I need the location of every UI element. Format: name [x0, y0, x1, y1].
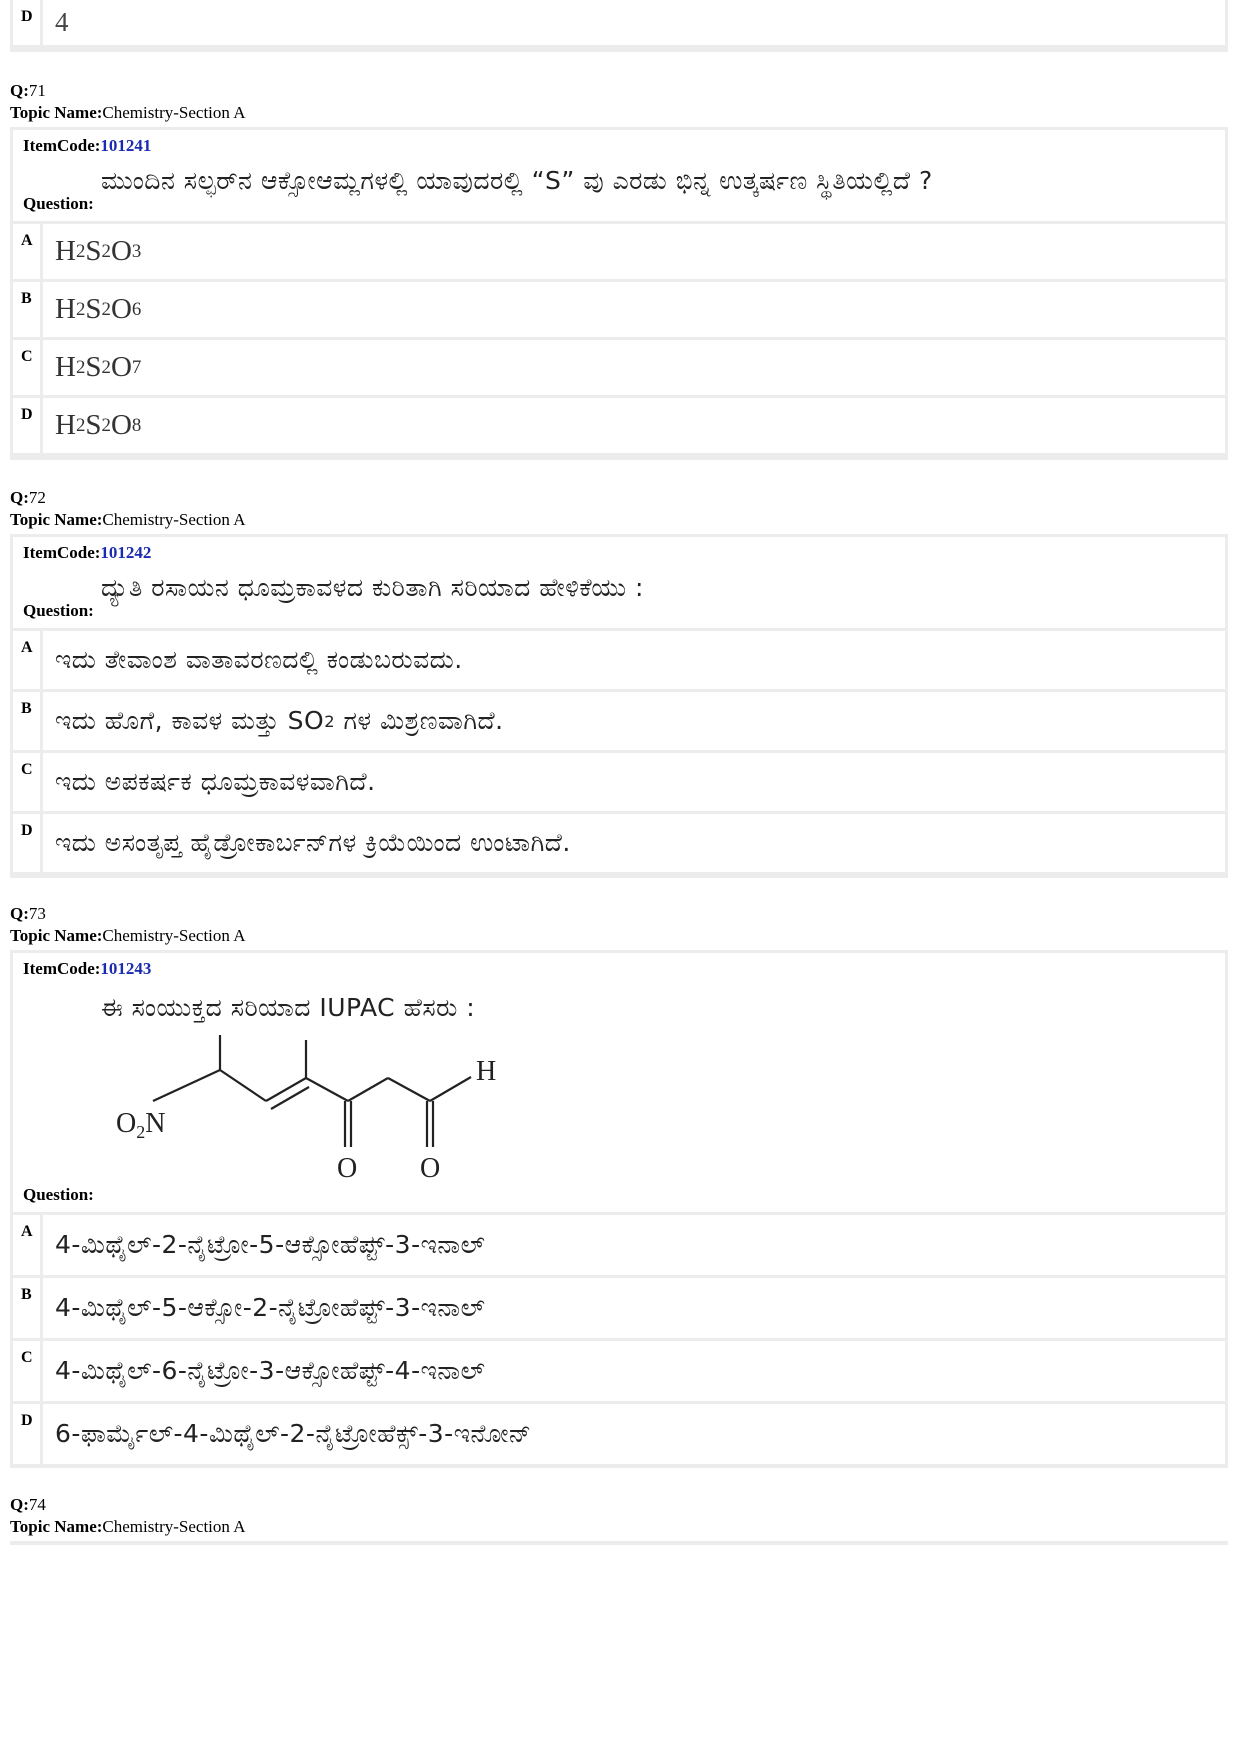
question-header-74 — [10, 1494, 245, 1538]
question-number: 71 — [28, 81, 46, 100]
option-row-d[interactable] — [13, 398, 1225, 453]
option-row[interactable] — [13, 0, 1225, 45]
option-row-d[interactable] — [13, 1404, 1225, 1464]
question-header-71 — [10, 80, 245, 124]
option-row-a[interactable] — [13, 224, 1225, 279]
option-text: ಇದು ಅಪಕರ್ಷಕ ಧೂಮ್ರಕಾವಳವಾಗಿದೆ. — [43, 753, 1225, 811]
itemcode-value: 101241 — [100, 136, 152, 155]
option-label: B — [13, 1278, 40, 1338]
option-row-c[interactable] — [13, 340, 1225, 395]
svg-text:H: H — [476, 1056, 497, 1087]
question-text: ಈ ಸಂಯುಕ್ತದ ಸರಿಯಾದ IUPAC ಹೆಸರು : — [101, 993, 476, 1022]
option-row-b[interactable] — [13, 692, 1225, 750]
question-block-73 — [10, 950, 1228, 1468]
option-text: 4 — [43, 0, 1225, 45]
option-text: ಇದು ಹೊಗೆ, ಕಾವಳ ಮತ್ತು SO 2 ಗಳ ಮಿಶ್ರಣವಾಗಿದೆ. — [43, 692, 1225, 750]
option-label: C — [13, 753, 40, 811]
option-formula: H 2 S 2 O 6 — [43, 282, 1225, 337]
question-number: 73 — [28, 904, 46, 923]
question-number: 74 — [28, 1495, 46, 1514]
question-text: ದ್ಯುತಿ ರಸಾಯನ ಧೂಮ್ರಕಾವಳದ ಕುರಿತಾಗಿ ಸರಿಯಾದ ಹೇಳಿಕೆಯು : — [101, 573, 644, 602]
question-block-71 — [10, 127, 1228, 460]
topic-name: Chemistry-Section A — [102, 510, 246, 529]
q-prefix: Q: — [10, 1495, 29, 1514]
question-label: Question: — [23, 194, 94, 213]
itemcode: ItemCode:101243 — [23, 959, 152, 978]
question-block-72 — [10, 534, 1228, 878]
option-text: ಇದು ತೇವಾಂಶ ವಾತಾವರಣದಲ್ಲಿ ಕಂಡುಬರುವದು. — [43, 631, 1225, 689]
question-stem — [13, 130, 1225, 221]
option-label: D — [13, 0, 40, 45]
itemcode: ItemCode:101242 — [23, 543, 152, 562]
option-formula: H 2 S 2 O 8 — [43, 398, 1225, 453]
option-label: B — [13, 282, 40, 337]
option-label: C — [13, 1341, 40, 1401]
option-text: ಇದು ಅಸಂತೃಪ್ತ ಹೈಡ್ರೋಕಾರ್ಬನ್‌ಗಳ ಕ್ರಿಯೆಯಿಂದ ಉಂಟಾಗಿದೆ. — [43, 814, 1225, 872]
option-text: 4-ಮಿಥೈಲ್-6-ನೈಟ್ರೋ-3-ಆಕ್ಸೋಹೆಪ್ಟ್-4-ಇನಾಲ್ — [43, 1341, 1225, 1401]
option-row-c[interactable] — [13, 1341, 1225, 1401]
option-label: A — [13, 631, 40, 689]
question-number: 72 — [28, 488, 46, 507]
question-text: ಮುಂದಿನ ಸಲ್ಫರ್‌ನ ಆಕ್ಸೋಆಮ್ಲಗಳಲ್ಲಿ ಯಾವುದರಲ್ಲಿ “S” ವು ಎರಡು ಭಿನ್ನ ಉತ್ಕರ್ಷಣ ಸ್ಥಿತಿಯಲ್ಲಿದೆ ? — [101, 166, 933, 195]
option-row-a[interactable] — [13, 631, 1225, 689]
question-header-72 — [10, 487, 245, 531]
option-row-c[interactable] — [13, 753, 1225, 811]
option-text: 4-ಮಿಥೈಲ್-2-ನೈಟ್ರೋ-5-ಆಕ್ಸೋಹೆಪ್ಟ್-3-ಇನಾಲ್ — [43, 1215, 1225, 1275]
svg-text:O: O — [420, 1153, 441, 1184]
topic-name: Chemistry-Section A — [102, 1517, 246, 1536]
topic-prefix: Topic Name: — [10, 510, 103, 529]
option-label: C — [13, 340, 40, 395]
option-label: B — [13, 692, 40, 750]
question-stem — [13, 537, 1225, 628]
question-label: Question: — [23, 1185, 94, 1204]
topic-name: Chemistry-Section A — [102, 103, 246, 122]
question-header-73 — [10, 903, 245, 947]
itemcode: ItemCode:101241 — [23, 136, 152, 155]
itemcode-value: 101242 — [100, 543, 152, 562]
option-text: 6-ಫಾರ್ಮೈಲ್-4-ಮಿಥೈಲ್-2-ನೈಟ್ರೋಹೆಕ್ಸ್-3-ಇನೋನ್ — [43, 1404, 1225, 1464]
option-label: A — [13, 1215, 40, 1275]
option-label: D — [13, 1404, 40, 1464]
option-row-d[interactable] — [13, 814, 1225, 872]
question-label: Question: — [23, 601, 94, 620]
topic-name: Chemistry-Section A — [102, 926, 246, 945]
option-label: A — [13, 224, 40, 279]
topic-prefix: Topic Name: — [10, 926, 103, 945]
itemcode-value: 101243 — [100, 959, 152, 978]
option-text: 4-ಮಿಥೈಲ್-5-ಆಕ್ಸೋ-2-ನೈಟ್ರೋಹೆಪ್ಟ್-3-ಇನಾಲ್ — [43, 1278, 1225, 1338]
topic-prefix: Topic Name: — [10, 103, 103, 122]
option-label: D — [13, 398, 40, 453]
option-formula: H 2 S 2 O 7 — [43, 340, 1225, 395]
option-row-b[interactable] — [13, 1278, 1225, 1338]
q-prefix: Q: — [10, 904, 29, 923]
svg-text:O: O — [337, 1153, 358, 1184]
option-row-b[interactable] — [13, 282, 1225, 337]
option-label: D — [13, 814, 40, 872]
q-prefix: Q: — [10, 81, 29, 100]
q-prefix: Q: — [10, 488, 29, 507]
option-formula: H 2 S 2 O 3 — [43, 224, 1225, 279]
divider — [10, 1541, 1228, 1545]
question-stem — [13, 953, 1225, 1212]
chemical-structure-diagram — [93, 1035, 513, 1205]
svg-text:O2N: $O_2N$ — [116, 1108, 166, 1142]
topic-prefix: Topic Name: — [10, 1517, 103, 1536]
option-row-a[interactable] — [13, 1215, 1225, 1275]
prev-question-block — [10, 0, 1228, 52]
